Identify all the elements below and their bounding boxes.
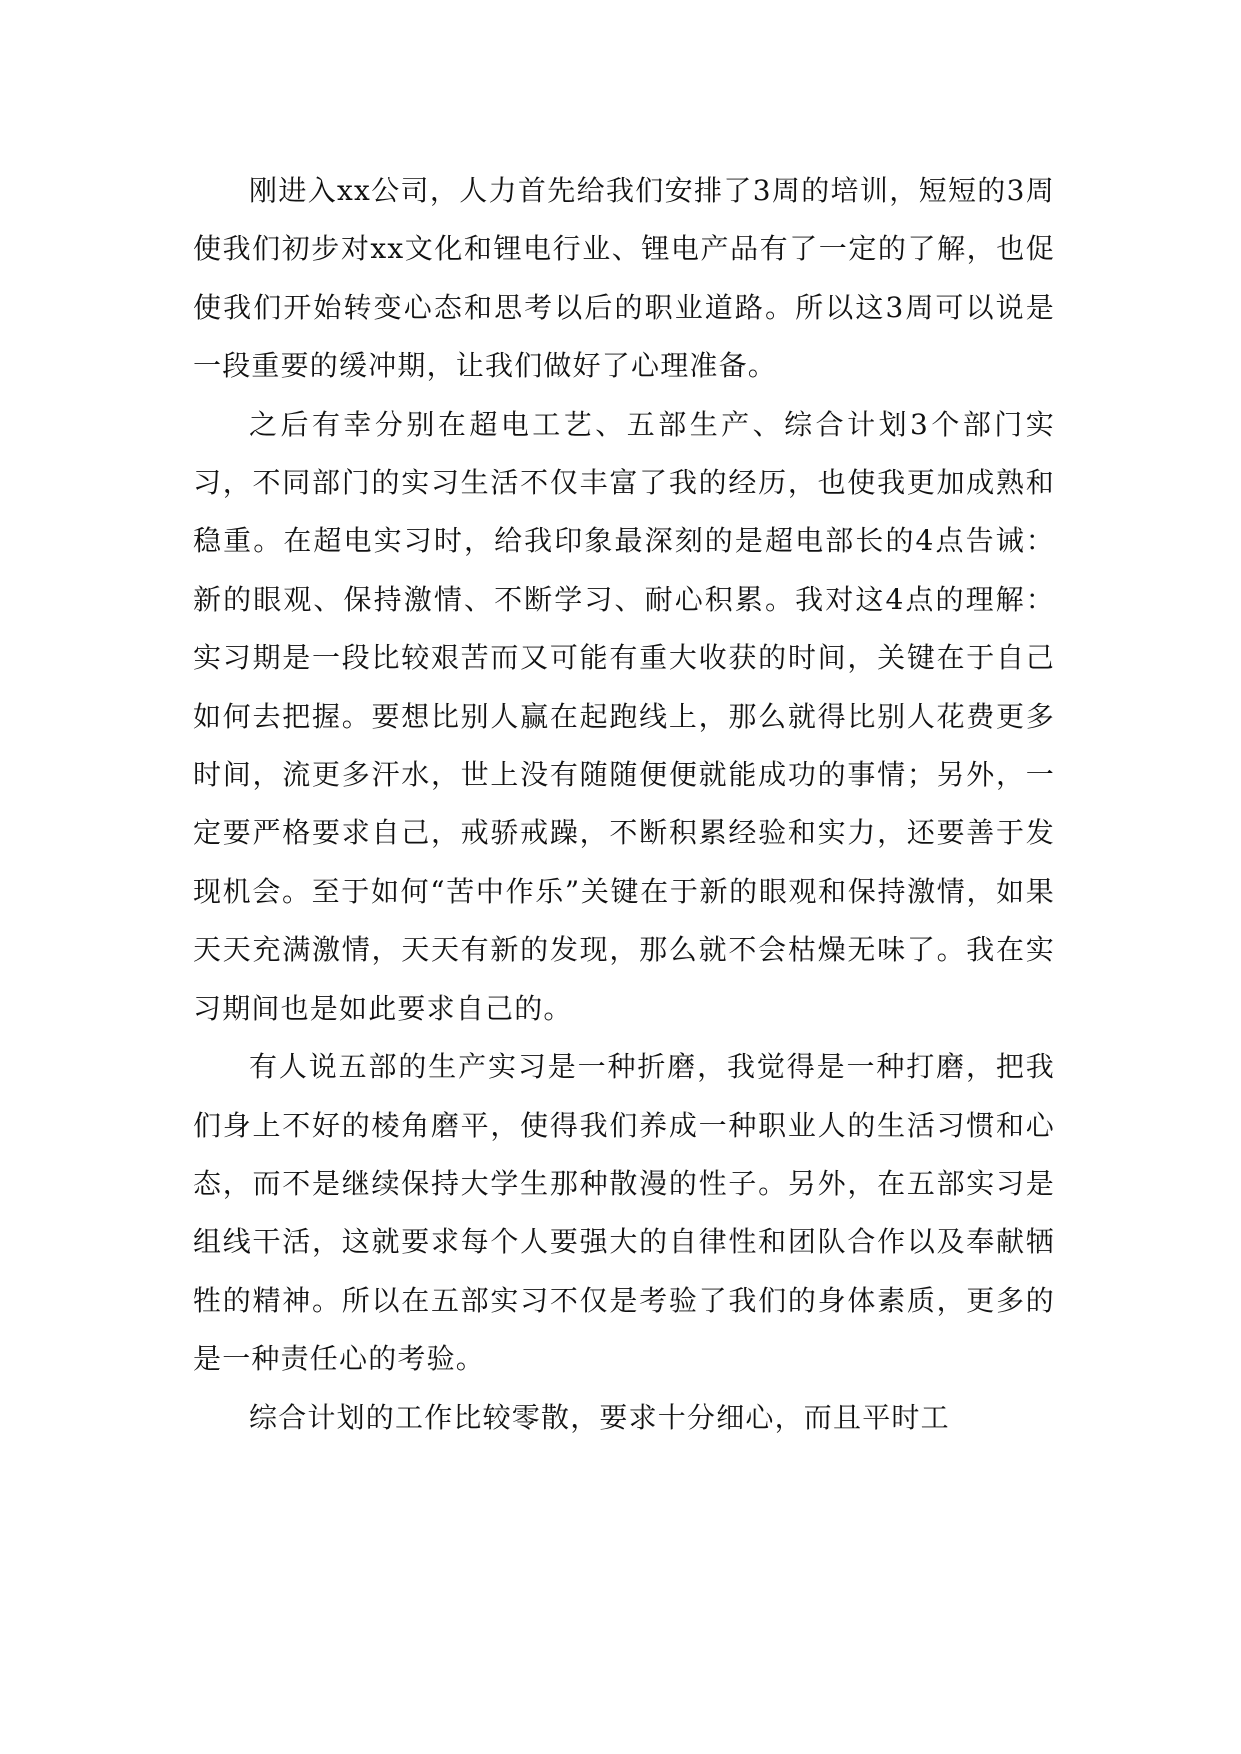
paragraph-1: 刚进入xx公司，人力首先给我们安排了3周的培训，短短的3周使我们初步对xx文化和锂电行业、锂电产品有了一定的了解，也促使我们开始转变心态和思考以后的职业道路。所以这3周可以说是一段重要的缓冲期，让我们做好了心理准备。 xyxy=(193,174,1055,383)
paragraph-4: 综合计划的工作比较零散，要求十分细心，而且平时工 xyxy=(249,1400,950,1434)
paragraph-3: 有人说五部的生产实习是一种折磨，我觉得是一种打磨，把我们身上不好的棱角磨平，使得我们养成一种职业人的生活习惯和心态，而不是继续保持大学生那种散漫的性子。另外，在五部实习是组线干活，这就要求每个人要强大的自律性和团队合作以及奉献牺牲的精神。所以在五部实习不仅是考验了我们的身体素质，更多的是一种责任心的考验。 xyxy=(193,1050,1055,1376)
paragraph-2: 之后有幸分别在超电工艺、五部生产、综合计划3个部门实习，不同部门的实习生活不仅丰富了我的经历，也使我更加成熟和稳重。在超电实习时，给我印象最深刻的是超电部长的4点告诫：新的眼观、保持激情、不断学习、耐心积累。我对这4点的理解：实习期是一段比较艰苦而又可能有重大收获的时间，关键在于自己如何去把握。要想比别人赢在起跑线上，那么就得比别人花费更多时间，流更多汗水，世上没有随随便便就能成功的事情；另外，一定要严格要求自己，戒骄戒躁，不断积累经验和实力，还要善于发现机会。至于如何“苦中作乐”关键在于新的眼观和保持激情，如果天天充满激情，天天有新的发现，那么就不会枯燥无味了。我在实习期间也是如此要求自己的。 xyxy=(193,407,1055,1025)
document-body xyxy=(193,162,1055,1447)
